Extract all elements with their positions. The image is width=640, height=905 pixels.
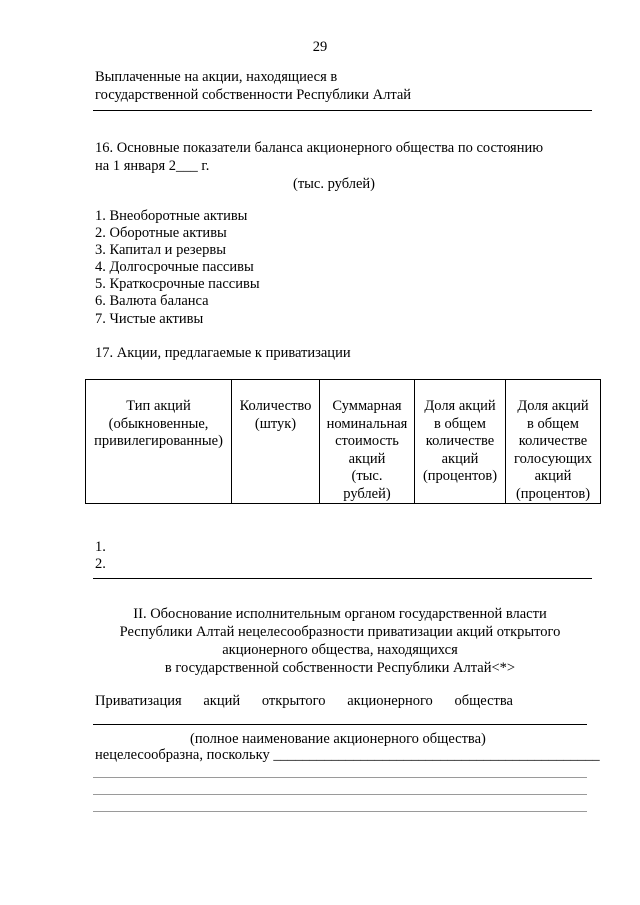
header-line-1: Выплаченные на акции, находящиеся в: [95, 69, 338, 85]
privatization-line: Приватизация акций открытого акционерного общества: [95, 693, 513, 709]
list-item: 6. Валюта баланса: [95, 293, 209, 309]
fullname-fill-line[interactable]: [93, 724, 587, 725]
column-share-percent: Доля акций в общем количестве акций (процентов): [415, 380, 506, 504]
table-row: 2.: [95, 556, 106, 572]
table-row: 1.: [95, 539, 106, 555]
section16-title-line-1: 16. Основные показатели баланса акционерного общества по состоянию: [95, 140, 544, 156]
column-voting-share-percent: Доля акций в общем количестве голосующих акций (процентов): [506, 380, 601, 504]
column-quantity: Количество (штук): [232, 380, 320, 504]
list-item: 5. Краткосрочные пассивы: [95, 276, 260, 292]
list-item: 4. Долгосрочные пассивы: [95, 259, 254, 275]
section17-title: 17. Акции, предлагаемые к приватизации: [95, 345, 351, 361]
document-page: 29 Выплаченные на акции, находящиеся в государственной собственности Республики Алтай 16. Основные показатели баланса акционерного общества по состоянию на 1 января 2___ г. (тыс. рублей) 1. Внеоборотные активы 2. Оборотные активы 3. Капитал и резервы 4. Долгосрочные пассивы 5. Краткосрочные пассивы 6. Валюта баланса 7. Чистые активы 17. Акции, предлагаемые к приватизации Тип акций (обыкновенные, привилегированные) Количество (штук) Суммарная номинальная стоимость акций (тыс. рублей) Доля акций в общем количестве акций (процентов) Доля акций в общем количестве голосующих акций (процентов) 1. 2. II. Обоснование исполнительным органом государственной власти Республики Алтай нецелесообразности приватизации акций открытого акционерного общества, находящихся в государственной собственности Республики Алтай<*> Приватизация акций открытого акционерного общества (полное наименование акционерного общества) нецелесообразна, поскольку _____________________________________________: [0, 0, 640, 905]
column-nominal-value: Суммарная номинальная стоимость акций (тыс. рублей): [320, 380, 415, 504]
list-item: 7. Чистые активы: [95, 311, 204, 327]
header-line-2: государственной собственности Республики Алтай: [95, 87, 412, 103]
list-item: 1. Внеоборотные активы: [95, 208, 248, 224]
header-divider: [93, 110, 592, 111]
section17-divider: [93, 578, 592, 579]
list-item: 3. Капитал и резервы: [95, 242, 226, 258]
column-share-type: Тип акций (обыкновенные, привилегированные): [86, 380, 232, 504]
section16-title-line-2: на 1 января 2___ г.: [95, 158, 210, 174]
list-item: 2. Оборотные активы: [95, 225, 227, 241]
section16-unit: (тыс. рублей): [293, 176, 375, 192]
reason-fill-line[interactable]: [93, 811, 587, 812]
reason-fill-line[interactable]: [93, 794, 587, 795]
shares-table: [85, 379, 601, 504]
page-number: 29: [312, 39, 328, 55]
fullname-hint: (полное наименование акционерного общества): [190, 731, 486, 747]
table-header-row: [86, 380, 601, 504]
inexpedient-reason-line: нецелесообразна, поскольку _____________________________________________: [95, 747, 600, 763]
reason-fill-line[interactable]: [93, 777, 587, 778]
